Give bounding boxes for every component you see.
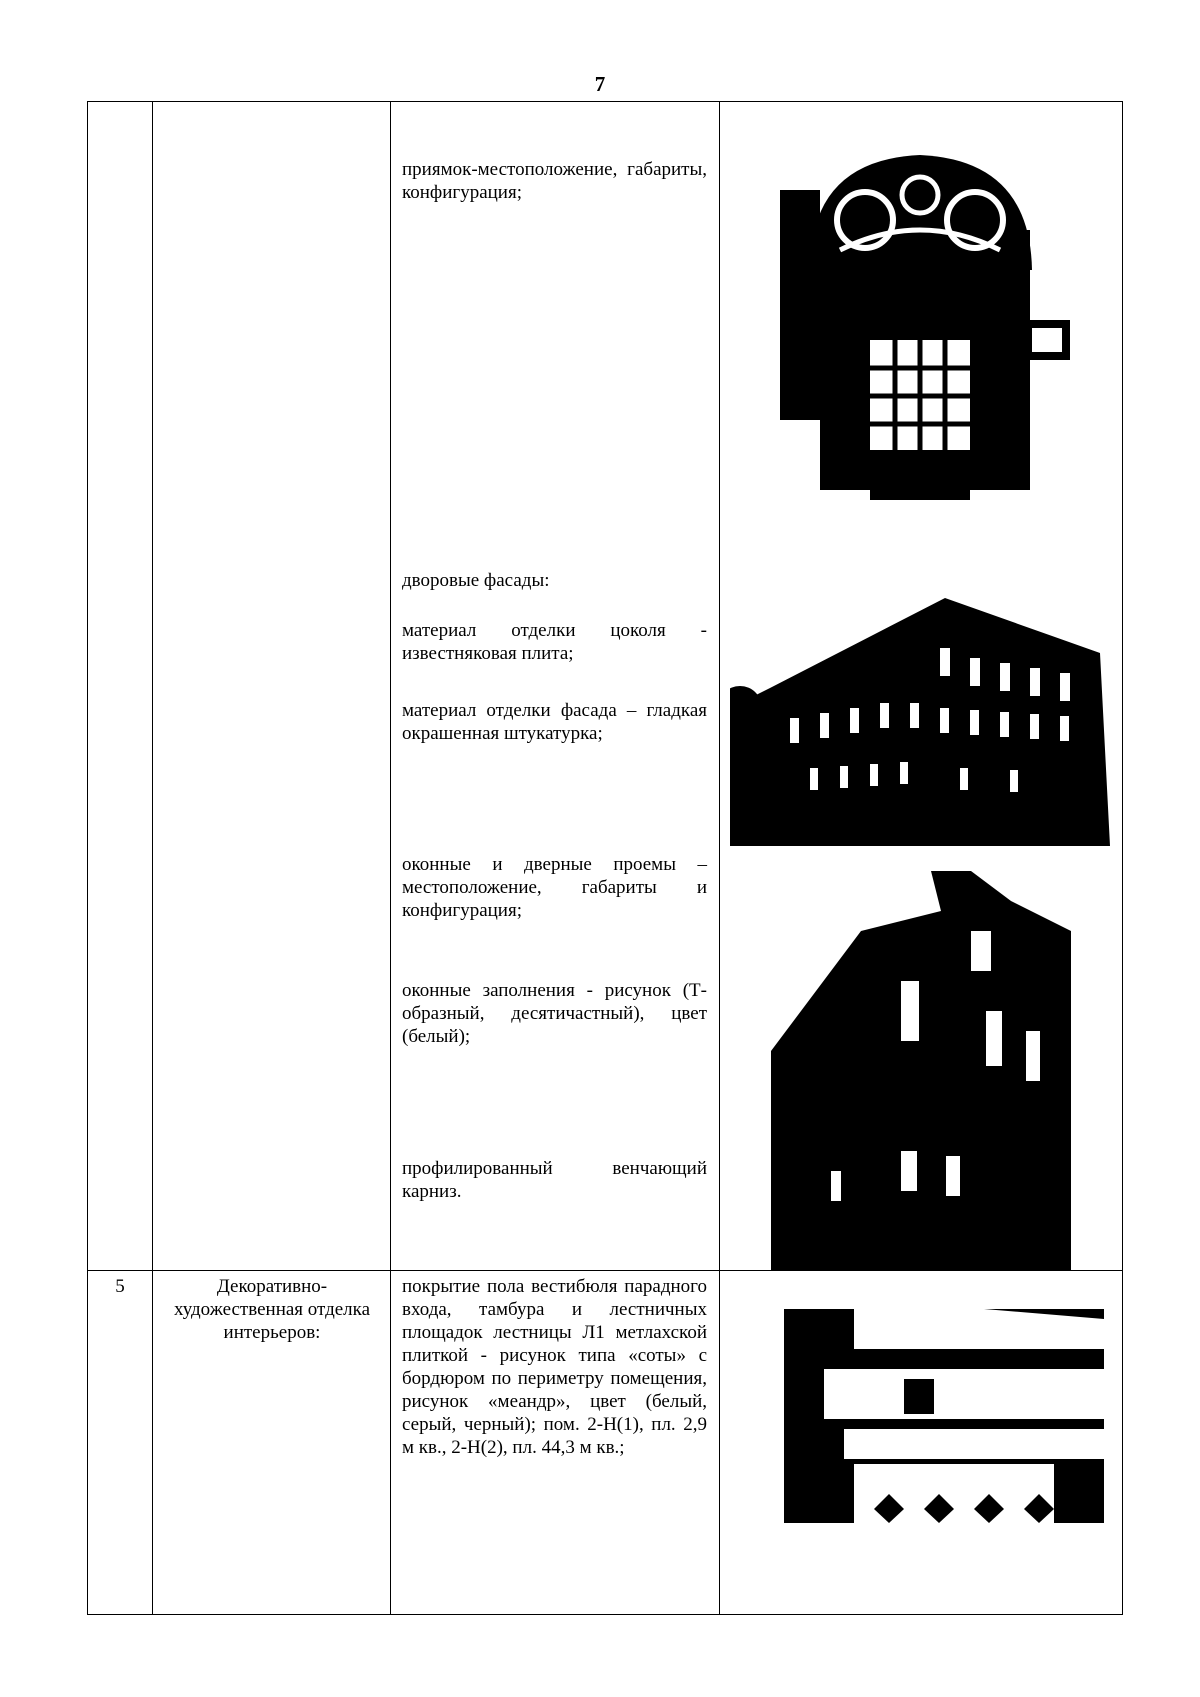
element-name: Декоративно-художественная отделка интерьеров:	[173, 1276, 371, 1343]
entrance-canopy-photo	[770, 150, 1070, 538]
table-cell-text: профилированный венчающий карниз.	[402, 1158, 707, 1202]
column-divider-2	[390, 101, 391, 1615]
table-cell-text: дворовые фасады:	[402, 570, 550, 591]
table-cell-text: оконные заполнения - рисунок (Т-образный, десятичастный), цвет (белый);	[402, 980, 707, 1047]
courtyard-facade-photo	[730, 598, 1110, 846]
column-divider-3	[719, 101, 720, 1615]
table-cell-text: материал отделки фасада – гладкая окрашенная штукатурка;	[402, 700, 707, 744]
table-cell-text: оконные и дверные проемы – местоположение, габариты и конфигурация;	[402, 854, 707, 921]
interior-floor-photo	[784, 1309, 1104, 1523]
column-divider-1	[152, 101, 153, 1615]
table-cell-text: приямок-местоположение, габариты, конфигурация;	[402, 159, 707, 203]
courtyard-corner-photo	[771, 871, 1071, 1271]
table-cell-text: материал отделки цоколя - известняковая плита;	[402, 620, 707, 664]
element-description: покрытие пола вестибюля парадного входа, тамбура и лестничных площадок лестницы Л1 метлахской плиткой - рисунок типа «соты» с бордюром по периметру помещения, рисунок «меандр», цвет (белый, серый, черный); пом. 2-Н(1), пл. 2,9 м кв., 2-Н(2), пл. 44,3 м кв.;	[402, 1276, 707, 1458]
row-number: 5	[115, 1276, 125, 1297]
page-number: 7	[594, 72, 606, 96]
